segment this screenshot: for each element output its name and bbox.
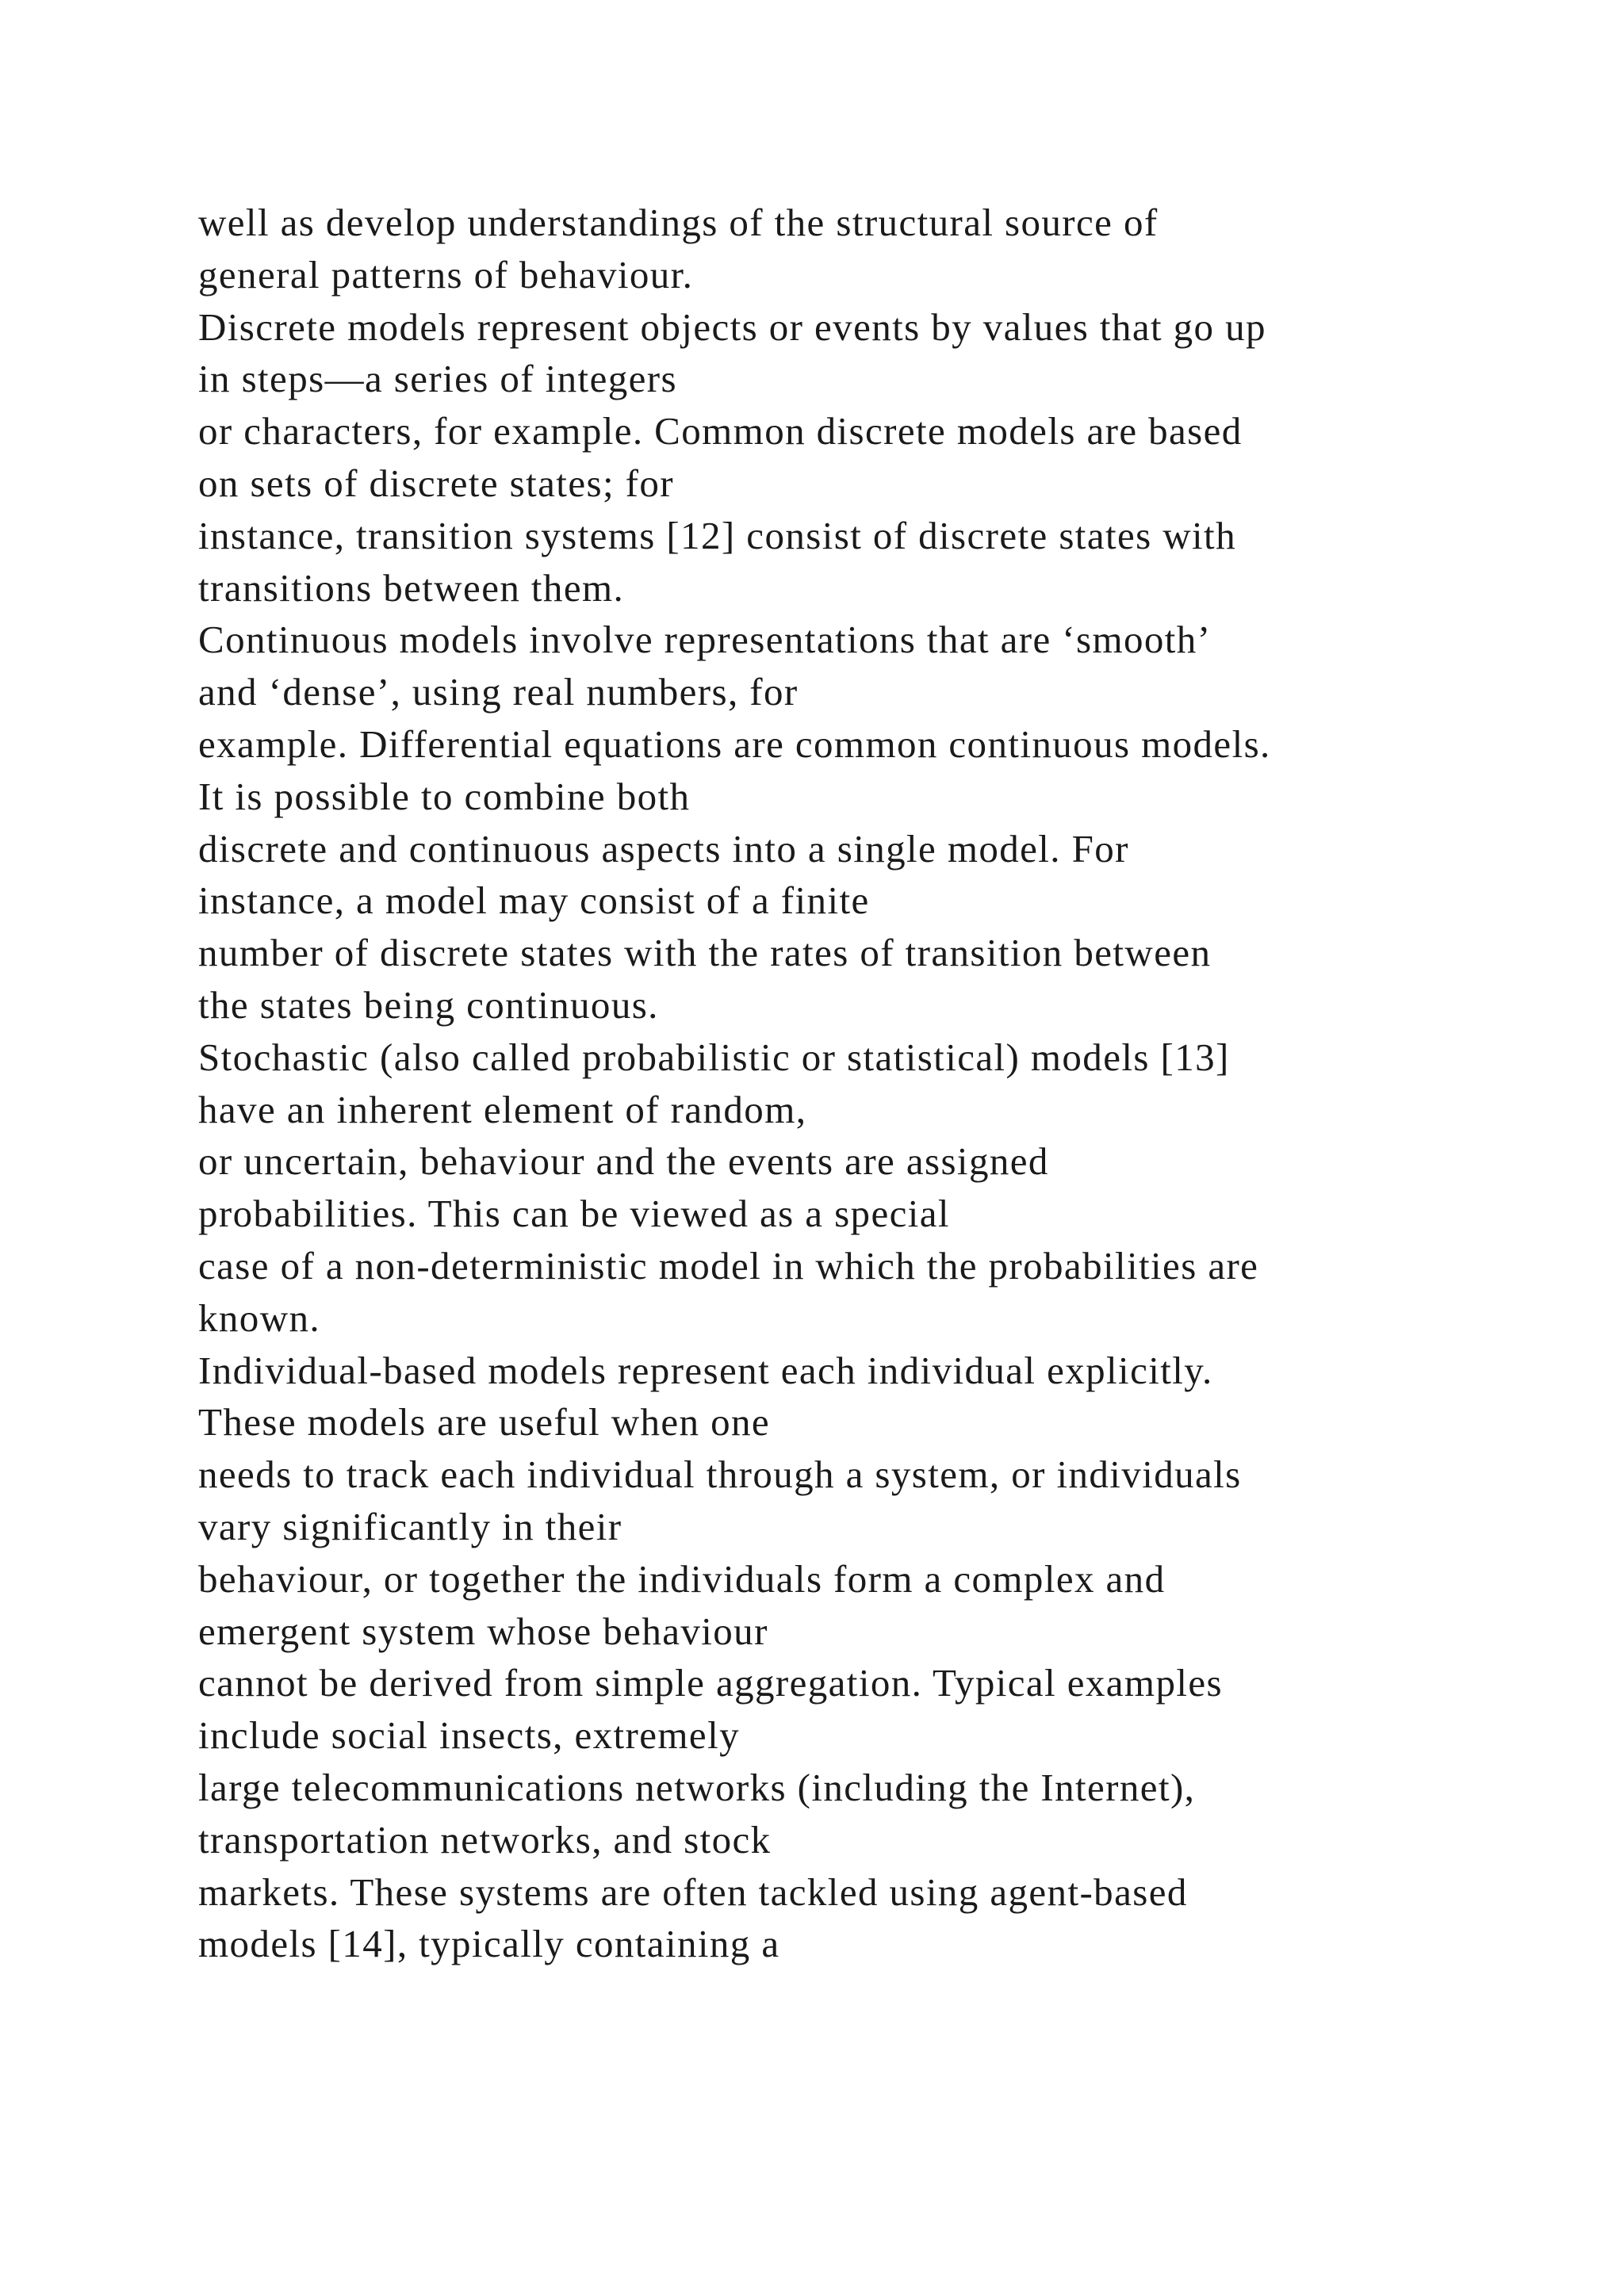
text-line: vary significantly in their [198, 1504, 622, 1548]
text-line: discrete and continuous aspects into a single model. For [198, 826, 1129, 871]
text-line: or uncertain, behaviour and the events are assigned [198, 1139, 1049, 1184]
text-line: It is possible to combine both [198, 774, 691, 818]
text-line: emergent system whose behaviour [198, 1609, 768, 1653]
text-line: large telecommunications networks (including the Internet), [198, 1765, 1196, 1809]
text-line: in steps—a series of integers [198, 357, 677, 401]
text-line: or characters, for example. Common discrete models are based [198, 409, 1243, 453]
text-line: probabilities. This can be viewed as a special [198, 1192, 950, 1236]
text-line: needs to track each individual through a system, or individuals [198, 1452, 1242, 1497]
text-line: Stochastic (also called probabilistic or statistical) models [13] [198, 1035, 1230, 1079]
text-line: These models are useful when one [198, 1400, 771, 1445]
text-line: example. Differential equations are common continuous models. [198, 721, 1271, 766]
text-line: well as develop understandings of the structural source of [198, 201, 1159, 244]
text-line: Continuous models involve representations that are ‘smooth’ [198, 618, 1212, 662]
text-line: known. [198, 1295, 321, 1340]
text-line: general patterns of behaviour. [198, 252, 694, 297]
text-line: behaviour, or together the individuals form a complex and [198, 1556, 1166, 1601]
text-line: case of a non-deterministic model in which the probabilities are [198, 1243, 1259, 1288]
text-line: Discrete models represent objects or events by values that go up [198, 304, 1266, 349]
text-line: and ‘dense’, using real numbers, for [198, 670, 799, 714]
text-line: transportation networks, and stock [198, 1817, 772, 1862]
text-line: instance, a model may consist of a finite [198, 878, 870, 923]
text-line: cannot be derived from simple aggregation. Typical examples [198, 1661, 1223, 1705]
text-line: include social insects, extremely [198, 1713, 740, 1758]
text-line: instance, transition systems [12] consist of discrete states with [198, 513, 1236, 557]
text-line: on sets of discrete states; for [198, 461, 674, 505]
text-line: the states being continuous. [198, 982, 659, 1027]
text-line: Individual-based models represent each individual explicitly. [198, 1348, 1213, 1392]
text-line: have an inherent element of random, [198, 1087, 807, 1131]
text-line: transitions between them. [198, 565, 625, 610]
text-line: number of discrete states with the rates of transition between [198, 931, 1212, 975]
body-text [198, 197, 1546, 1970]
text-line: models [14], typically containing a [198, 1922, 780, 1966]
text-line: markets. These systems are often tackled using agent-based [198, 1869, 1188, 1914]
